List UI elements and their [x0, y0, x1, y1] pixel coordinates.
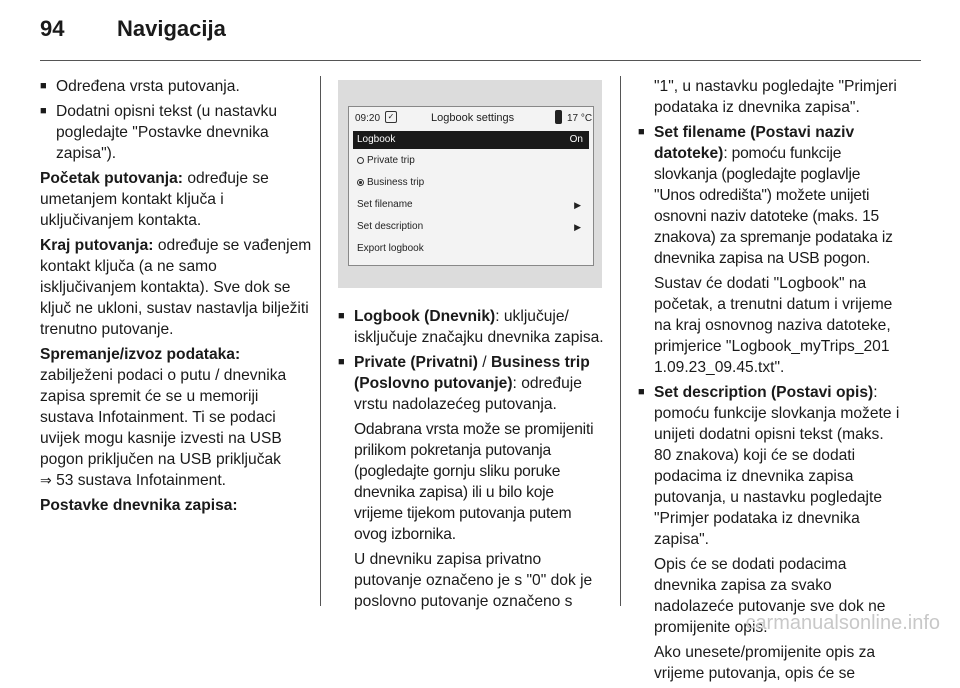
- menu-item-export-logbook[interactable]: [353, 240, 589, 258]
- page-ref-link[interactable]: 53 sustava Infotainment.: [56, 472, 226, 489]
- menu-item-logbook[interactable]: [353, 131, 589, 149]
- paragraph-text: zabilježeni podaci o putu / dnevnika zapisa spremit će se u memoriji sustava Infotainment. Ti se podaci uvijek mogu kasnije izvesti na USB pogon priključen na USB priključak: [40, 367, 287, 468]
- paragraph: "1", u nastavku pogledajte "Primjeri podataka iz dnevnika zapisa".: [654, 78, 897, 116]
- bullet-icon: ■: [638, 386, 645, 398]
- bullet-icon: ■: [338, 356, 345, 368]
- menu-item-label: Private trip: [367, 155, 415, 166]
- radio-on-icon: [357, 179, 364, 186]
- page-title: Navigacija: [117, 16, 226, 41]
- bullet-icon: ■: [40, 80, 47, 92]
- menu-item-private-trip[interactable]: [353, 152, 589, 170]
- watermark: carmanualsonline.info: [745, 612, 940, 634]
- list-item-text: Dodatni opisni tekst (u nastavku pogledajte "Postavke dnevnika zapisa").: [56, 103, 278, 162]
- chevron-right-icon: ▶: [574, 222, 581, 232]
- term: Set filename (Postavi naziv datoteke): [654, 124, 855, 162]
- term: Logbook (Dnevnik): [354, 308, 496, 325]
- list-item: [638, 122, 904, 269]
- list-item: [40, 76, 312, 97]
- paragraph-text: određuje se umetanjem kontakt ključa i uključivanjem kontakta.: [40, 170, 269, 229]
- bullet-icon: ■: [40, 105, 47, 117]
- page-number: 94: [40, 16, 65, 41]
- page-ref-arrow-icon: ⇒: [40, 472, 52, 488]
- logbook-settings-figure: [338, 80, 602, 288]
- paragraph: Opis će se dodati podacima dnevnika zapisa za svako nadolazeće putovanje sve dok ne promijenite opis.: [654, 556, 886, 636]
- list-item-text: : pomoću funkcije slovkanja (pogledajte poglavlje "Unos odredišta") možete unijeti osnovni naziv datoteke (maks. 15 znakova) za spremanje podataka iz dnevnika zapisa na USB pogon.: [654, 145, 893, 267]
- term: Set description (Postavi opis): [654, 384, 874, 401]
- term: Business trip (Poslovno putovanje): [354, 354, 590, 392]
- bullet-icon: ■: [638, 126, 645, 138]
- paragraph: Sustav će dodati "Logbook" na početak, a trenutni datum i vrijeme na kraj osnovnog naziva datoteke, primjerice "Logbook_myTrips_201 1.09.23_09.45.txt".: [654, 275, 893, 376]
- screen-header: [349, 107, 593, 129]
- list-item: [40, 101, 312, 164]
- paragraph: U dnevniku zapisa privatno putovanje označeno je s "0" dok je poslovno putovanje označeno s: [354, 551, 593, 610]
- screen-title: Logbook settings: [431, 112, 515, 124]
- list-item: [638, 382, 904, 550]
- column-3: [638, 76, 904, 688]
- term: Spremanje/izvoz podataka:: [40, 346, 241, 363]
- header-rule: [40, 60, 921, 61]
- menu-item-label: Logbook: [357, 134, 396, 145]
- list-item: [338, 352, 604, 415]
- term: Početak putovanja:: [40, 170, 183, 187]
- term: Private (Privatni): [354, 354, 478, 371]
- section-heading: Postavke dnevnika zapisa:: [40, 497, 238, 514]
- menu-item-value: On: [569, 134, 583, 145]
- menu-item-label: Set description: [357, 221, 424, 232]
- term: Kraj putovanja:: [40, 237, 154, 254]
- menu-item-business-trip[interactable]: [353, 174, 589, 192]
- menu-item-label: Business trip: [367, 177, 425, 188]
- bullet-icon: ■: [338, 310, 345, 322]
- column-1: [40, 76, 312, 520]
- menu-item-label: Export logbook: [357, 243, 424, 254]
- radio-off-icon: [357, 157, 364, 164]
- screen-time: 09:20: [355, 113, 381, 124]
- thermometer-icon: [555, 110, 562, 124]
- menu-item-label: Set filename: [357, 199, 413, 210]
- list-item: [338, 306, 604, 348]
- check-icon: ✓: [385, 111, 397, 123]
- infotainment-screen: [348, 106, 594, 266]
- column-divider: [320, 76, 321, 606]
- paragraph: Odabrana vrsta može se promijeniti prilikom pokretanja putovanja (pogledajte gornju sliku poruke dnevnika zapisa) ili u bilo koje vrijeme tijekom putovanja putem ovog izbornika.: [354, 421, 594, 543]
- list-item-text: : uključuje/ isključuje značajku dnevnika zapisa.: [354, 308, 604, 346]
- screen-temperature: 17 °C: [567, 113, 593, 124]
- list-item-text: : pomoću funkcije slovkanja možete i unijeti dodatni opisni tekst (maks. 80 znakova) koji će se dodati podacima iz dnevnika zapisa putovanja, u nastavku pogledajte "Primjer podataka iz dnevnika zapisa".: [654, 384, 900, 548]
- paragraph: [40, 235, 312, 340]
- menu-item-set-filename[interactable]: [353, 196, 589, 214]
- paragraph: [40, 344, 312, 491]
- column-divider: [620, 76, 621, 606]
- paragraph: Ako unesete/promijenite opis za vrijeme putovanja, opis će se: [654, 644, 876, 682]
- list-item-text: : određuje vrstu nadolazećeg putovanja.: [354, 375, 582, 413]
- list-item-text: Određena vrsta putovanja.: [56, 78, 240, 95]
- separator: /: [477, 354, 491, 371]
- paragraph: [40, 168, 312, 231]
- paragraph-text: određuje se vađenjem kontakt ključa (a ne samo isključivanjem kontakta). Sve dok se ključ ne ukloni, sustav nastavlja bilježiti trenutno putovanje.: [40, 237, 312, 338]
- chevron-right-icon: ▶: [574, 200, 581, 210]
- menu-item-set-description[interactable]: [353, 218, 589, 236]
- column-2: [338, 306, 604, 616]
